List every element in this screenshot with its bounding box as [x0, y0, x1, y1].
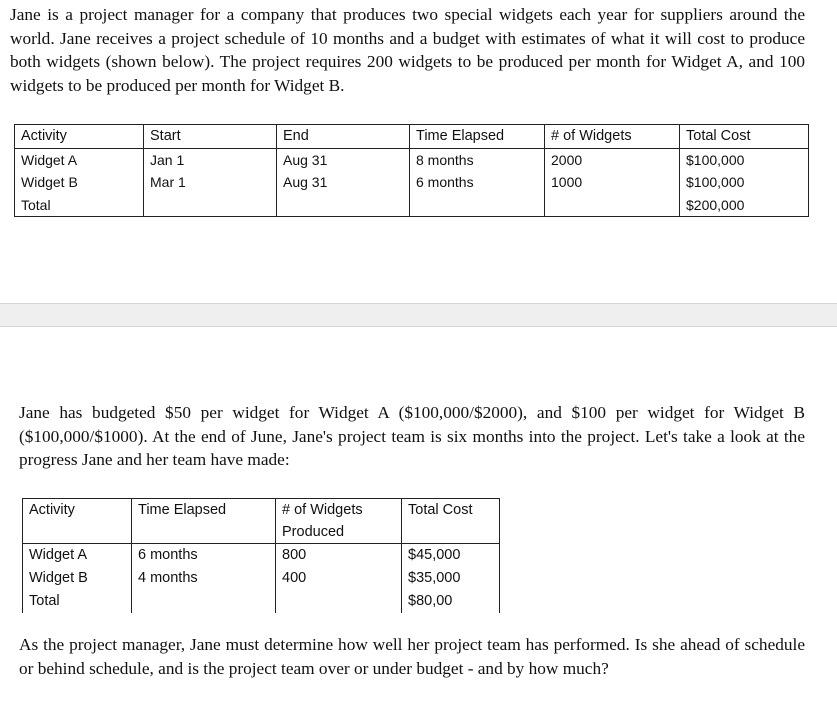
cell-total-cost: $45,000 [402, 544, 500, 568]
cell-time-elapsed: 6 months [132, 544, 276, 568]
table-row [23, 567, 500, 590]
cell-num-widgets: 800 [276, 544, 402, 568]
table-row [15, 148, 809, 171]
header-total-cost: Total Cost [680, 125, 809, 149]
cell-num-widgets: 1000 [545, 171, 680, 194]
cell-total-cost: $35,000 [402, 567, 500, 590]
cell-activity: Widget B [15, 171, 144, 194]
cell-total-cost: $80,00 [402, 590, 500, 613]
middle-paragraph: Jane has budgeted $50 per widget for Widget A ($100,000/$2000), and $100 per widget for Widget B ($100,000/$1000). At the end of June, Jane's project team is six months into the project. Let's take a look at the progress Jane and her team have made: [19, 403, 805, 469]
cell-activity: Widget A [23, 544, 132, 568]
header-time-elapsed: Time Elapsed [410, 125, 545, 149]
cell-empty [276, 590, 402, 613]
cell-end: Aug 31 [277, 171, 410, 194]
table-row [23, 544, 500, 568]
header-end: End [277, 125, 410, 149]
header-num-widgets: # of Widgets [545, 125, 680, 149]
table-row [15, 171, 809, 194]
cell-start: Mar 1 [144, 171, 277, 194]
table-header-row [23, 499, 500, 544]
table-total-row [15, 194, 809, 217]
cell-activity: Widget A [15, 148, 144, 171]
header-total-cost: Total Cost [402, 499, 500, 544]
table-header-row [15, 125, 809, 149]
intro-paragraph: Jane is a project manager for a company that produces two special widgets each year for suppliers around the world. Jane receives a project schedule of 10 months and a budget with estimates of what it will cost to produce both widgets (shown below). The project requires 200 widgets to be produced per month for Widget A, and 100 widgets to be produced per month for Widget B. [10, 5, 805, 95]
divider-band [0, 303, 837, 327]
cell-num-widgets: 400 [276, 567, 402, 590]
cell-empty [132, 590, 276, 613]
header-activity: Activity [15, 125, 144, 149]
cell-empty [277, 194, 410, 217]
cell-end: Aug 31 [277, 148, 410, 171]
cell-total-cost: $100,000 [680, 171, 809, 194]
table-total-row [23, 590, 500, 613]
cell-start: Jan 1 [144, 148, 277, 171]
cell-total-label: Total [23, 590, 132, 613]
cell-num-widgets: 2000 [545, 148, 680, 171]
header-activity: Activity [23, 499, 132, 544]
header-num-widgets-produced: # of Widgets Produced [276, 499, 402, 544]
cell-time-elapsed: 4 months [132, 567, 276, 590]
question-paragraph: As the project manager, Jane must determine how well her project team has performed. Is she ahead of schedule or behind schedule, and is the project team over or under budget - and by how much? [19, 635, 805, 678]
header-start: Start [144, 125, 277, 149]
cell-activity: Widget B [23, 567, 132, 590]
cell-total-label: Total [15, 194, 144, 217]
cell-empty [144, 194, 277, 217]
cell-time-elapsed: 8 months [410, 148, 545, 171]
cell-total-cost: $100,000 [680, 148, 809, 171]
header-time-elapsed: Time Elapsed [132, 499, 276, 544]
plan-table [14, 124, 809, 217]
cell-empty [545, 194, 680, 217]
progress-table [22, 498, 500, 613]
cell-empty [410, 194, 545, 217]
cell-time-elapsed: 6 months [410, 171, 545, 194]
cell-total-cost: $200,000 [680, 194, 809, 217]
